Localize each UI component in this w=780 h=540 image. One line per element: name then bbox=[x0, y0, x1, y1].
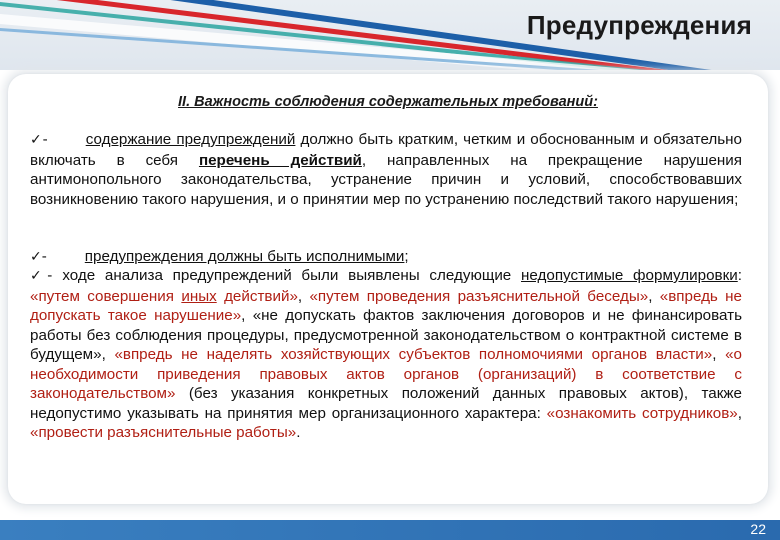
quote-8: «провести разъяснительные работы» bbox=[30, 424, 297, 441]
b2-end: ; bbox=[404, 248, 409, 265]
b3-term: недопустимые формулировки bbox=[521, 267, 738, 284]
page-number: 22 bbox=[750, 521, 766, 537]
slide-title: Предупреждения bbox=[526, 10, 752, 40]
quote-1c: действий» bbox=[216, 287, 298, 305]
footer-band bbox=[0, 520, 780, 540]
b3-colon: : bbox=[737, 267, 742, 284]
b1-text-b: , направленных на прекращение нарушения антимонопольного законодательства, устранение причин и условий, способствовавших возникновению такого нарушения, и о принятии мер по устранению последствий такого нарушения; bbox=[30, 151, 743, 208]
quote-4: «не допускать фактов заключения договоров и не финансировать работы без соблюдения процедуры, предусмотренной законодательством о контрактной системе в будущем» bbox=[30, 307, 742, 363]
separator: , bbox=[297, 287, 310, 305]
separator: , bbox=[241, 307, 253, 324]
tail-text: (без указания конкретных положений данных правовых актов), также недопустимо указывать на принятия мер организационного характера: bbox=[30, 385, 742, 422]
quote-2: «путем проведения разъяснительной беседы» bbox=[309, 287, 649, 305]
header-band bbox=[0, 0, 780, 70]
separator: , bbox=[712, 346, 726, 363]
quote-7: «ознакомить сотрудников» bbox=[546, 404, 738, 422]
checkmark-icon: ✓- bbox=[30, 249, 47, 265]
b1-term: перечень действий bbox=[198, 151, 362, 169]
quote-3: «впредь не допускать такое нарушение» bbox=[30, 287, 743, 324]
separator: , bbox=[101, 346, 115, 363]
b3-words: ходе анализа предупреждений были выявлены следующие bbox=[62, 267, 512, 284]
b1-text-a: должно быть кратким, четким и обоснованным и обязательно включать в себя bbox=[30, 131, 742, 169]
b1-underlined: содержание предупреждений bbox=[85, 131, 296, 148]
checkmark-icon: ✓- bbox=[30, 132, 48, 148]
section-subtitle-text: II. Важность соблюдения содержательных требований: bbox=[178, 94, 598, 110]
final-period: . bbox=[296, 424, 301, 441]
section-subtitle bbox=[8, 94, 768, 110]
bullet-paragraph-2 bbox=[30, 247, 742, 268]
quote-6: «о необходимости приведения правовых актов органов (организаций) в соответствие с законодательством» bbox=[30, 346, 742, 402]
separator: , bbox=[648, 287, 660, 305]
b2-underlined: предупреждения должны быть исполнимыми bbox=[84, 248, 405, 265]
checkmark-icon: ✓- bbox=[30, 268, 53, 284]
quote-5: «впредь не наделять хозяйствующих субъектов полномочиями органов власти» bbox=[114, 346, 713, 363]
bullet-paragraph-3 bbox=[30, 266, 742, 443]
quote-1a: «путем совершения bbox=[30, 287, 182, 305]
bullet-paragraph-1 bbox=[30, 130, 742, 209]
separator: , bbox=[737, 404, 742, 422]
quote-1b: иных bbox=[181, 287, 217, 305]
